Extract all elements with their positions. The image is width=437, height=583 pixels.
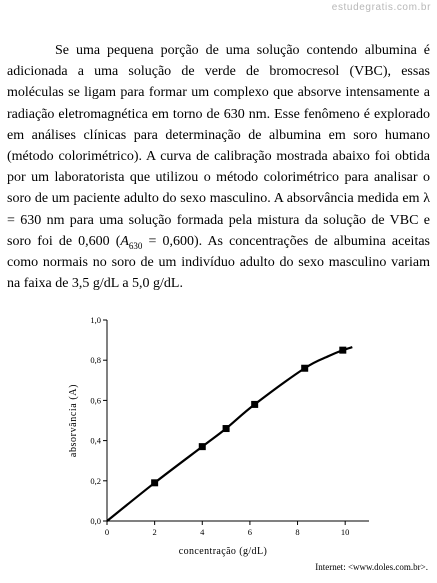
y-tick-label: 0,6 [90, 395, 101, 406]
data-point-marker [251, 401, 258, 408]
chart-axes [107, 320, 369, 521]
site-watermark: estudegratis.com.br [331, 2, 431, 13]
y-tick-label: 0,4 [90, 435, 101, 446]
x-tick-label: 2 [152, 527, 157, 537]
x-axis-label: concentração (g/dL) [178, 546, 268, 557]
x-axis-ticks [105, 521, 350, 537]
y-tick-label: 0,0 [90, 516, 101, 526]
x-tick-label: 10 [340, 527, 350, 537]
data-point-marker [199, 443, 206, 450]
question-text [7, 40, 430, 294]
absorbance-symbol: A [120, 233, 129, 249]
x-tick-label: 8 [295, 527, 300, 537]
question-text-part-2: = 0,600). As concentrações de albumina aceitas como normais no soro de um indivíduo adulto do sexo masculino variam na faixa de 3,5 g/dL a 5,0 g/dL. [7, 233, 430, 292]
data-point-marker [301, 365, 308, 372]
y-tick-label: 0,2 [90, 475, 101, 486]
data-point-marker [339, 347, 346, 354]
calibration-curve [107, 347, 352, 521]
x-tick-label: 6 [247, 527, 253, 537]
calibration-chart [0, 305, 437, 560]
absorbance-subscript: 630 [128, 240, 143, 251]
y-tick-label: 0,8 [90, 355, 101, 366]
data-point-marker [151, 479, 158, 486]
source-credit: Internet: <www.doles.com.br>. [315, 562, 428, 572]
y-tick-label: 1,0 [90, 315, 101, 325]
data-point-marker [223, 425, 230, 432]
calibration-line [107, 347, 352, 521]
y-axis-ticks [90, 315, 107, 526]
x-tick-label: 4 [200, 527, 205, 537]
question-text-part-1: Se uma pequena porção de uma solução contendo albumina é adicionada a uma solução de verde de bromocresol (VBC), essas moléculas se ligam para formar um complexo que absorve intensamente a radiação eletromagnética em torno de 630 nm. Esse fenômeno é explorado em análises clínicas para determinação de albumina em soro humano (método colorimétrico). A curva de calibração mostrada abaixo foi obtida por um laboratorista que utilizou o método colorimétrico para analisar o soro de um paciente adulto do sexo masculino. A absorvância medida em λ = 630 nm para uma solução formada pela mistura da solução de VBC e soro foi de 0,600 ( [7, 43, 430, 249]
data-points [151, 347, 346, 487]
x-tick-label: 0 [104, 527, 110, 537]
y-axis-label: absorvância (A) [68, 383, 79, 458]
